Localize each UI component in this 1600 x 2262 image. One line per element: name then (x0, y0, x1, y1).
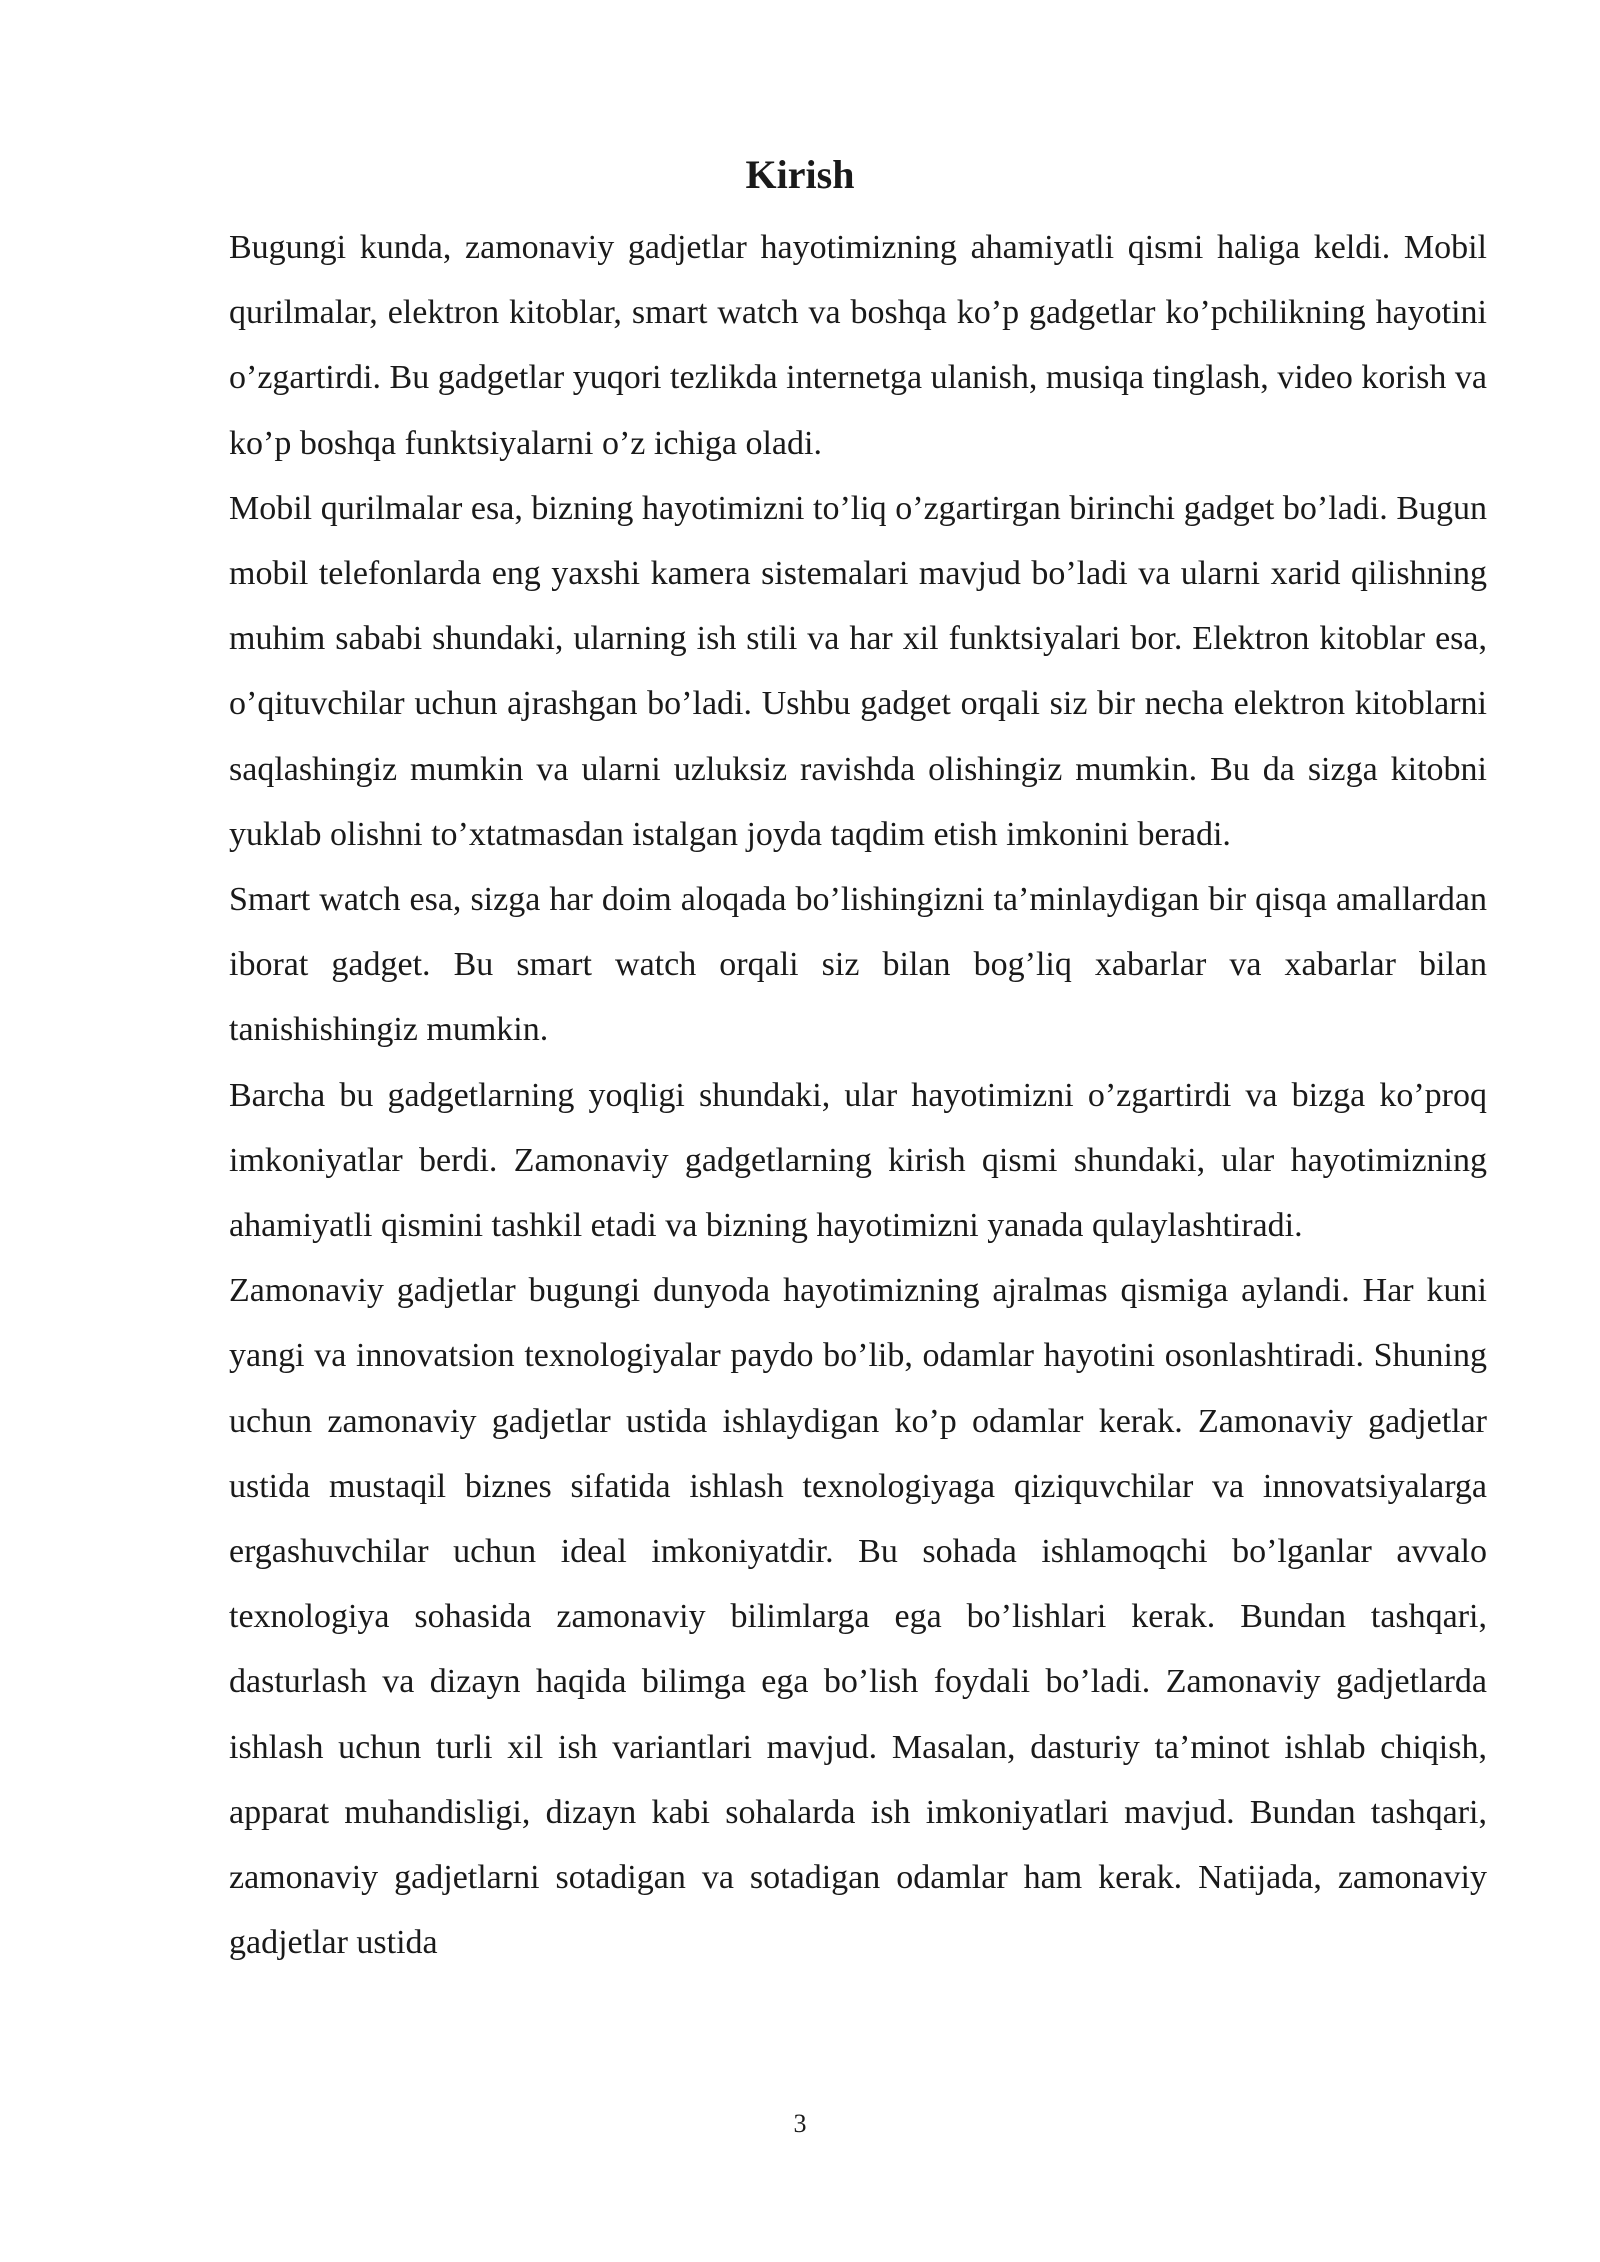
paragraph-1: Bugungi kunda, zamonaviy gadjetlar hayotimizning ahamiyatli qismi haliga keldi. Mobil qurilmalar, elektron kitoblar, smart watch va boshqa ko’p gadgetlar ko’pchilikning hayotini o’zgartirdi. Bu gadgetlar yuqori tezlikda internetga ulanish, musiqa tinglash, video korish va ko’p boshqa funktsiyalarni o’z ichiga oladi. (229, 229, 1487, 462)
paragraph-3: Smart watch esa, sizga har doim aloqada bo’lishingizni ta’minlaydigan bir qisqa amallardan iborat gadget. Bu smart watch orqali siz bilan bog’liq xabarlar va xabarlar bilan tanishishingiz mumkin. (229, 881, 1487, 1049)
paragraph-4: Barcha bu gadgetlarning yoqligi shundaki, ular hayotimizni o’zgartirdi va bizga ko’proq imkoniyatlar berdi. Zamonaviy gadgetlarning kirish qismi shundaki, ular hayotimizning ahamiyatli qismini tashkil etadi va bizning hayotimizni yanada qulaylashtiradi. (229, 1076, 1487, 1245)
page-number: 3 (793, 2109, 807, 2138)
page-title: Kirish (745, 152, 855, 197)
body-text (229, 215, 1487, 1975)
paragraph-2: Mobil qurilmalar esa, bizning hayotimizni to’liq o’zgartirgan birinchi gadget bo’ladi. Bugun mobil telefonlarda eng yaxshi kamera sistemalari mavjud bo’ladi va ularni xarid qilishning muhim sababi shundaki, ularning ish stili va har xil funktsiyalari bor. Elektron kitoblar esa, o’qituvchilar uchun ajrashgan bo’ladi. Ushbu gadget orqali siz bir necha elektron kitoblarni saqlashingiz mumkin va ularni uzluksiz ravishda olishingiz mumkin. Bu da sizga kitobni yuklab olishni to’xtatmasdan istalgan joyda taqdim etish imkonini beradi. (229, 489, 1487, 853)
paragraph-5: Zamonaviy gadjetlar bugungi dunyoda hayotimizning ajralmas qismiga aylandi. Har kuni yangi va innovatsion texnologiyalar paydo bo’lib, odamlar hayotini osonlashtiradi. Shuning uchun zamonaviy gadjetlar ustida ishlaydigan ko’p odamlar kerak. Zamonaviy gadjetlar ustida mustaqil biznes sifatida ishlash texnologiyaga qiziquvchilar va innovatsiyalarga ergashuvchilar uchun ideal imkoniyatdir. Bu sohada ishlamoqchi bo’lganlar avvalo texnologiya sohasida zamonaviy bilimlarga ega bo’lishlari kerak. Bundan tashqari, dasturlash va dizayn haqida bilimga ega bo’lish foydali bo’ladi. Zamonaviy gadjetlarda ishlash uchun turli xil ish variantlari mavjud. Masalan, dasturiy ta’minot ishlab chiqish, apparat muhandisligi, dizayn kabi sohalarda ish imkoniyatlari mavjud. Bundan tashqari, zamonaviy gadjetlarni sotadigan va sotadigan odamlar ham kerak. Natijada, zamonaviy gadjetlar ustida (229, 1272, 1487, 1962)
